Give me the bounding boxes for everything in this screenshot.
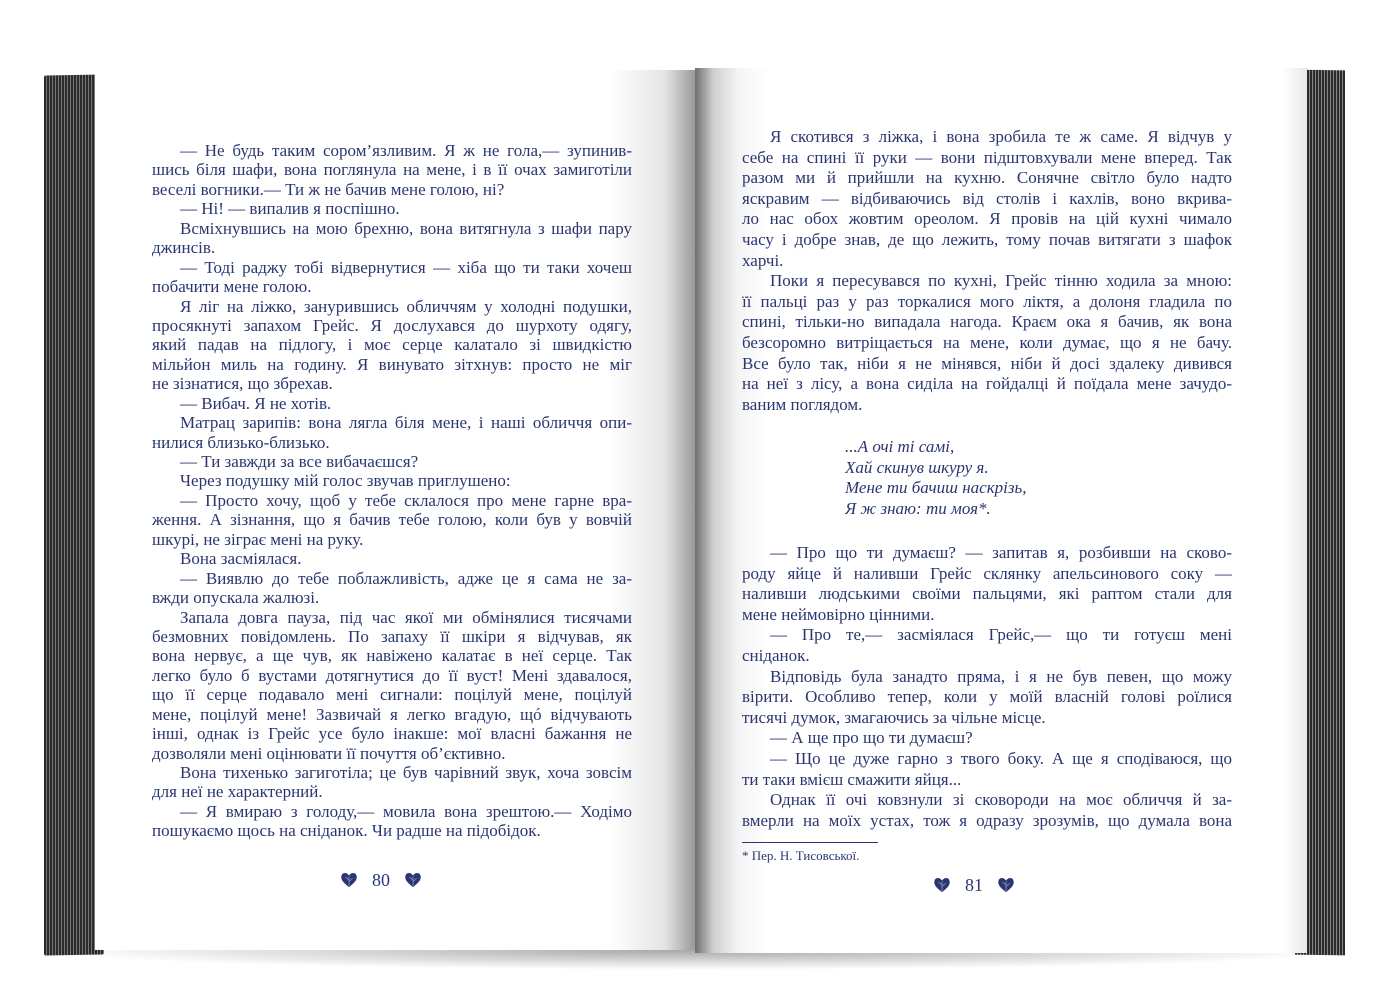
text-line: безсоромно витріщається на мене, коли думає, що я не бачу.: [742, 332, 1232, 352]
text-line: — Тоді раджу тобі відвернутися — хіба що ти таки хочеш: [180, 257, 632, 277]
text-line: легко було б вустами дотягнутися до її вуст! Мені здавалося,: [152, 665, 632, 685]
text-line: разом ми й прийшли на кухню. Сонячне світло було надто: [742, 168, 1232, 188]
text-line: інші, однак із Грейс усе було інакше: мої власні бажання не: [152, 724, 632, 744]
text-line: харчі.: [742, 250, 784, 270]
text-line: веселі вогники.— Ти ж не бачив мене голою, ні?: [152, 179, 505, 199]
leaf-heart-icon: [404, 872, 422, 888]
text-line: — Виявлю до тебе поблажливість, адже це я сама не за-: [180, 568, 632, 588]
text-line: ваним поглядом.: [742, 394, 863, 414]
text-line: — Ні! — випалив я поспішно.: [180, 199, 400, 219]
leaf-heart-icon: [340, 872, 358, 888]
right-page: [695, 68, 1307, 953]
text-line: вірити. Особливо тепер, коли у моїй власній голові роїлися: [742, 687, 1232, 707]
text-line: спині, тільки-но випадала нагода. Краєм ока я бачив, як вона: [742, 312, 1232, 332]
text-line: нилися близько-близько.: [152, 432, 330, 452]
text-line: тисячі думок, змагаючись за чільне місце.: [742, 707, 1046, 727]
text-line: вжди опускала жалюзі.: [152, 588, 320, 608]
text-line: — Що це дуже гарно з твого боку. А ще я сподіваюся, що: [770, 748, 1232, 768]
poem-quote: [845, 437, 1027, 519]
text-line: вона нервує, а ще чув, як навіжено калатає в неї серце. Так: [152, 646, 632, 666]
left-page-text: [152, 141, 632, 841]
poem-line: Хай скинув шкуру я.: [845, 457, 989, 477]
text-line: не зізнатися, що збрехав.: [152, 374, 333, 394]
text-line: ження. А зізнання, що я бачив тебе голою, коли був у вовчій: [152, 510, 632, 530]
text-line: — Вибач. Я не хотів.: [180, 393, 332, 413]
text-line: — Я вмираю з голоду,— мовила вона зрештою.— Ходімо: [180, 801, 632, 821]
text-line: — Про те,— засміялася Грейс,— що ти готуєш мені: [770, 625, 1232, 645]
page-number-80: [340, 870, 422, 890]
text-line: наливши людськими своїми пальцями, які раптом стали для: [742, 584, 1232, 604]
text-line: мене, поцілуй мене! Зазвичай я легко вгадую, щó відчувають: [152, 704, 632, 724]
text-line: роду яйце й наливши Грейс склянку апельсинового соку —: [742, 563, 1232, 583]
text-line: шкурі, не зіграє мені на руку.: [152, 529, 364, 549]
poem-line: Мене ти бачиш наскрізь,: [845, 478, 1027, 497]
text-line: Вона засміялася.: [180, 549, 302, 569]
text-line: — А ще про що ти думаєш?: [770, 728, 973, 748]
text-line: дозволяли мені оцінювати її почуття об’єктивно.: [152, 743, 506, 763]
text-line: для неї не характерний.: [152, 782, 323, 802]
text-line: Запала довга пауза, під час якої ми обмінялися тисячами: [180, 607, 632, 627]
text-line: мене неймовірно цінними.: [742, 604, 935, 624]
text-line: вмерли на моїх устах, тож я одразу зрозумів, що думала вона: [742, 810, 1232, 830]
right-page-text-top: [742, 127, 1232, 415]
left-page: [95, 70, 695, 950]
text-line: Я ліг на ліжко, занурившись обличчям у холодні подушки,: [180, 296, 632, 316]
text-line: себе на спині її руки — вони підштовхували мене вперед. Так: [742, 147, 1232, 167]
poem-line: Я ж знаю: ти моя*.: [845, 498, 991, 518]
text-line: Я скотився з ліжка, і вона зробила те ж саме. Я відчув у: [770, 127, 1232, 146]
text-line: — Не будь таким сором’язливим. Я ж не гола,— зупинив-: [180, 141, 632, 160]
text-line: Поки я пересувався по кухні, Грейс тінню ходила за мною:: [770, 271, 1232, 291]
text-line: джинсів.: [152, 238, 216, 258]
page-number: 80: [372, 870, 390, 890]
text-line: Матрац зарипів: вона лягла біля мене, і наші обличчя опи-: [180, 413, 632, 433]
text-line: ти таки вмієш смажити яйця...: [742, 769, 962, 789]
text-line: Всміхнувшись на мою брехню, вона витягнула з шафи пару: [180, 218, 632, 238]
text-line: — Просто хочу, щоб у тебе склалося про мене гарне вра-: [180, 490, 632, 510]
text-line: Вона тихенько загиготіла; це був чарівний звук, хоча зовсім: [180, 763, 632, 782]
text-line: мільйон миль на годину. Я винувато зітхнув: просто не міг: [152, 354, 632, 374]
text-line: Через подушку мій голос звучав приглушено:: [180, 471, 511, 491]
text-line: яскравим — відбиваючись від столів і кахлів, воно вкрива-: [742, 188, 1232, 208]
text-line: просякнуті запахом Грейс. Я дослухався до шурхоту одягу,: [152, 315, 632, 335]
text-line: часу і добре знав, де що лежить, тому почав витягати з шафок: [742, 229, 1232, 249]
leaf-heart-icon: [933, 877, 951, 893]
text-line: побачити мене голою.: [152, 277, 312, 297]
text-line: Однак її очі ковзнули зі сковороди на моє обличчя й за-: [770, 790, 1232, 810]
text-line: — Про що ти думаєш? — запитав я, розбивши на сково-: [770, 543, 1232, 562]
page-number-81: [933, 875, 1015, 895]
text-line: який падав на підлогу, і моє серце калатало зі швидкістю: [152, 335, 632, 355]
text-line: Відповідь була занадто пряма, і я не був певен, що можу: [770, 666, 1232, 686]
text-line: — Ти завжди за все вибачаєшся?: [180, 452, 419, 471]
text-line: її пальці раз у раз торкалися мого ліктя, а долоня гладила по: [742, 291, 1232, 311]
footnote-divider: [742, 842, 878, 843]
footnote: * Пер. Н. Тисовської.: [742, 848, 860, 863]
text-line: на неї з лісу, а вона сиділа на гойдалці й поїдала мене зачудо-: [742, 374, 1232, 394]
text-line: що її серце подавало мені сигнали: поцілуй мене, поцілуй: [152, 685, 632, 705]
right-page-text-bottom: [742, 543, 1232, 831]
poem-line: ...А очі ті самі,: [845, 437, 955, 456]
leaf-heart-icon: [997, 877, 1015, 893]
text-line: шись біля шафи, вона поглянула на мене, і в її очах замиготіли: [152, 160, 632, 180]
text-line: сніданок.: [742, 645, 810, 665]
page-number: 81: [965, 875, 983, 895]
text-line: Все було так, ніби я не мінявся, ніби й досі здалеку дивився: [742, 353, 1232, 373]
text-line: пошукаємо щось на сніданок. Чи радше на підобідок.: [152, 821, 541, 841]
text-line: ло нас обох жовтим ореолом. Я провів на цій кухні чимало: [742, 209, 1232, 229]
text-line: безмовних повідомлень. По запаху її шкіри я відчував, як: [152, 626, 632, 646]
